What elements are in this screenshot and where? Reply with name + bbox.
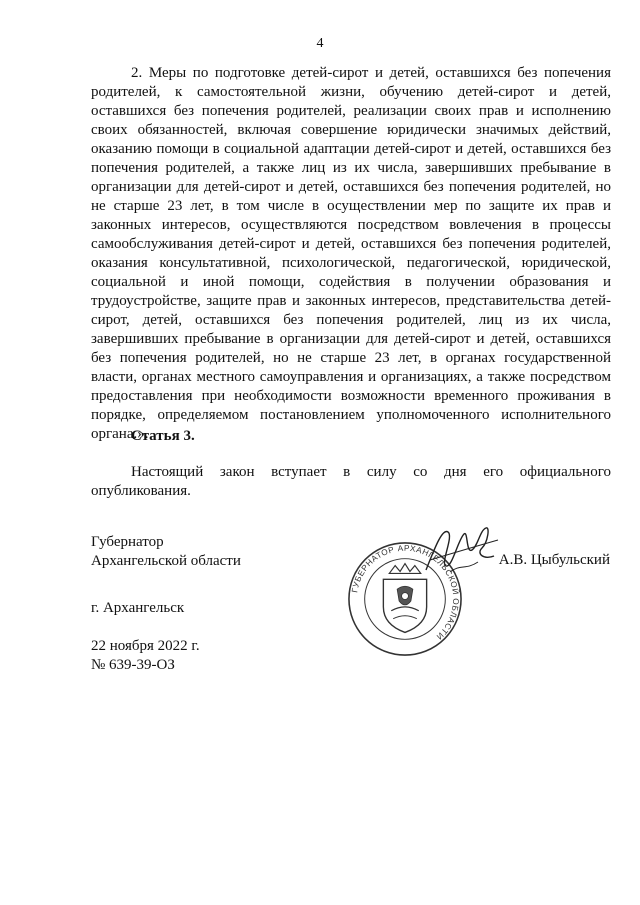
signatory-title-line2: Архангельской области bbox=[91, 553, 241, 569]
law-paragraph-2: 2. Меры по подготовке детей-сирот и детей, оставшихся без попечения родителей, к самостоятельной жизни, обучению детей-сирот и детей, оставшихся без попечения родителей, реализации своих прав и исполнению своих обязанностей, включая совершение юридически значимых действий, оказанию помощи в социальной адаптации детей-сирот и детей, оставшихся без попечения родителей, а также лиц из их числа, завершивших пребывание в организации для детей-сирот и детей, оставшихся без попечения родителей, но не старше 23 лет, в том числе в осуществлении мер по защите их прав и законных интересов, осуществляются посредством вовлечения в процессы самообслуживания детей-сирот и детей, оставшихся без попечения родителей, оказания консультативной, психологической, педагогической, юридической, социальной и иной помощи, содействия в получении образования и трудоустройстве, защите прав и законных интересов, представительства детей-сирот, детей, оставшихся без попечения родителей, лиц из их числа, завершивших пребывание в организации для детей-сирот и детей, оставшихся без попечения родителей, но не старше 23 лет, в органах государственной власти, органах местного самоуправления и организациях, а также посредством предоставления при необходимости возможности временного проживания в порядке, определяемом постановлением уполномоченного исполнительного органа.». bbox=[91, 65, 611, 442]
handwritten-signature bbox=[420, 520, 500, 582]
page-number: 4 bbox=[316, 36, 324, 51]
law-number: № 639-39-ОЗ bbox=[91, 657, 175, 673]
law-date: 22 ноября 2022 г. bbox=[91, 638, 200, 654]
signatory-title bbox=[91, 533, 241, 571]
city: г. Архангельск bbox=[91, 600, 185, 616]
article-title: Статья 3. bbox=[131, 428, 195, 444]
seal-lettering: ГУБЕРНАТОР АРХАНГЕЛЬСКОЙ ОБЛАСТИ bbox=[350, 543, 461, 642]
article-text: Настоящий закон вступает в силу со дня его официального опубликования. bbox=[91, 464, 611, 499]
signatory-title-line1: Губернатор bbox=[91, 534, 164, 550]
signatory-name: А.В. Цыбульский bbox=[498, 552, 610, 568]
